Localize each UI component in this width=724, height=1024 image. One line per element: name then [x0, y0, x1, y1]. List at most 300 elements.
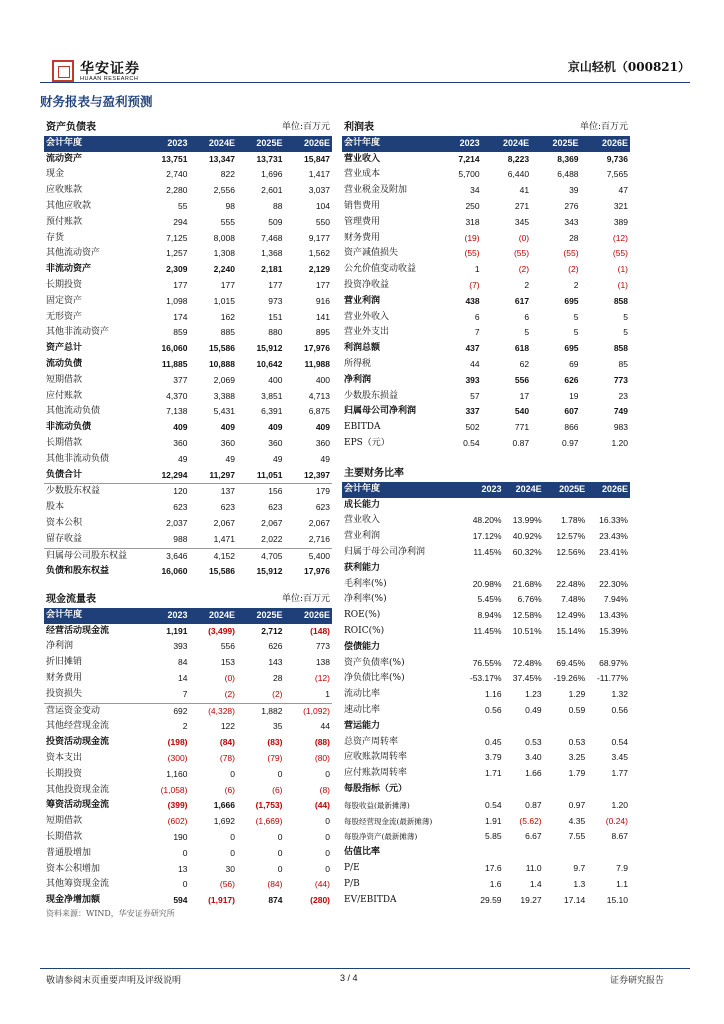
- cell-value: 98: [225, 200, 235, 211]
- cell-value: 22.30%: [599, 578, 628, 589]
- cell-empty: [544, 640, 588, 656]
- financial-ratios-table: [342, 466, 630, 908]
- row-label: 负债合计: [46, 469, 83, 480]
- cell-value: 1.78%: [561, 515, 586, 526]
- cell-value: 7.94%: [603, 594, 628, 605]
- row-label: 每股收益(最新摊薄): [344, 800, 410, 810]
- column-header-label: 会计年度: [342, 136, 440, 152]
- cell-value: 0: [230, 768, 235, 779]
- cell-value: 62: [519, 358, 530, 369]
- cell-value: 360: [173, 437, 188, 448]
- cell-value: 11.0: [525, 862, 542, 873]
- cell-empty: [587, 498, 630, 514]
- row-label: 无形资产: [46, 311, 83, 322]
- cell-empty: [460, 845, 504, 861]
- cell-value: 0: [325, 768, 330, 779]
- row-label: 其他非流动资产: [46, 327, 110, 338]
- cell-value: 5.85: [485, 831, 502, 842]
- cell-empty: [587, 845, 630, 861]
- cell-value: 2,309: [166, 264, 188, 275]
- cell-value: (1,753): [255, 800, 283, 811]
- table-row: [342, 262, 630, 278]
- table-title-row: [44, 120, 332, 136]
- cell-value: 23.41%: [599, 546, 628, 557]
- cell-value: 85: [618, 358, 628, 369]
- cell-value: (55): [513, 248, 530, 259]
- cell-value: 1.91: [485, 815, 502, 826]
- row-label: 应收账款周转率: [344, 752, 408, 763]
- cell-value: 76.55%: [472, 657, 502, 668]
- cell-value: 509: [268, 216, 283, 227]
- row-label: EV/EBITDA: [344, 894, 397, 905]
- cell-value: 393: [173, 641, 188, 652]
- row-label: 所得税: [344, 358, 372, 369]
- cell-value: 39: [569, 185, 579, 196]
- cell-value: 1.66: [525, 768, 542, 779]
- table-row: [44, 310, 332, 326]
- cell-value: 3.79: [485, 752, 502, 763]
- cell-value: 294: [173, 216, 188, 227]
- cell-value: 13.99%: [512, 515, 542, 526]
- cell-value: 3.25: [568, 752, 586, 763]
- row-label: 归属母公司净利润: [344, 406, 417, 417]
- table-row: [44, 436, 332, 452]
- table-header-row: [342, 482, 630, 498]
- cell-value: 23: [618, 390, 628, 401]
- cell-value: 0.54: [611, 736, 628, 747]
- cell-value: 2,067: [308, 517, 330, 528]
- cell-value: 502: [465, 422, 480, 433]
- cell-value: 773: [613, 374, 628, 385]
- cell-value: 345: [514, 216, 530, 227]
- cell-value: 0: [325, 816, 330, 827]
- cell-value: 177: [173, 279, 188, 290]
- cell-value: 2,716: [308, 533, 330, 544]
- cell-value: (198): [167, 737, 188, 748]
- income-statement-table: [342, 120, 630, 452]
- cell-value: 1.32: [611, 689, 628, 700]
- cell-value: 120: [142, 484, 189, 500]
- row-label: 资产减值损失: [344, 248, 399, 259]
- cell-value: 623: [315, 502, 330, 513]
- cell-value: (6): [272, 784, 283, 795]
- cell-value: (8): [319, 784, 330, 795]
- cell-value: 68.97%: [599, 657, 628, 668]
- cell-value: 1,562: [308, 248, 330, 259]
- row-label: ROIC(%): [344, 625, 385, 636]
- row-label: 资产负债率(%): [344, 657, 405, 668]
- table-header-row: [44, 608, 332, 624]
- table-row: [342, 215, 630, 231]
- header-divider: [40, 82, 690, 83]
- cell-value: (0.24): [605, 815, 628, 826]
- cell-value: 4,370: [166, 390, 188, 401]
- cell-value: 177: [268, 279, 283, 290]
- cell-value: -19.26%: [553, 673, 586, 684]
- table-unit: 单位:百万元: [579, 122, 628, 132]
- row-label: 归属母公司股东权益: [44, 548, 142, 564]
- cell-value: 1.3: [573, 878, 586, 889]
- cell-empty: [504, 640, 544, 656]
- cell-value: (19): [464, 232, 480, 243]
- row-label: 估值比率: [344, 847, 381, 858]
- table-title-row: [342, 466, 630, 482]
- cell-value: 1.79: [568, 768, 586, 779]
- cell-value: 19: [569, 390, 579, 401]
- cell-value: 607: [564, 406, 579, 417]
- huaan-logo-icon: [52, 60, 74, 82]
- table-row: [44, 846, 332, 862]
- column-header-year: 2026E: [284, 136, 332, 152]
- row-label: 总资产周转率: [344, 736, 399, 747]
- row-label: 负债和股东权益: [46, 566, 110, 577]
- cell-value: (55): [464, 248, 480, 259]
- cell-value: 343: [564, 216, 579, 227]
- row-label: 偿债能力: [344, 641, 381, 652]
- row-label: 折旧摊销: [46, 657, 83, 668]
- table-row: [44, 262, 332, 278]
- table-row: [44, 389, 332, 405]
- cell-value: 2,240: [213, 264, 235, 275]
- footer-divider: [40, 968, 690, 969]
- cell-value: 1.16: [485, 689, 502, 700]
- cell-value: 69.45%: [556, 657, 586, 668]
- cell-value: 7: [474, 327, 480, 338]
- cell-value: 626: [268, 641, 283, 652]
- cell-value: 1.6: [489, 878, 502, 889]
- cell-value: 15.14%: [556, 625, 586, 636]
- table-row: [44, 719, 332, 735]
- cell-value: 7,565: [606, 169, 628, 180]
- column-header-year: 2024E: [189, 136, 237, 152]
- row-label: 营业利润: [344, 295, 381, 306]
- cell-value: 7: [182, 688, 188, 699]
- cell-value: 1: [474, 264, 480, 275]
- table-row: [342, 420, 630, 436]
- cell-value: 177: [315, 279, 330, 290]
- cell-value: 2,556: [213, 185, 235, 196]
- table-row: [44, 341, 332, 357]
- report-type: 证券研究报告: [609, 976, 664, 986]
- cell-empty: [544, 782, 588, 798]
- cell-value: (44): [314, 879, 330, 890]
- cell-value: 360: [268, 437, 283, 448]
- cell-value: 37.45%: [512, 673, 542, 684]
- row-label: 营业收入: [344, 153, 381, 164]
- cell-value: 2,181: [261, 264, 283, 275]
- row-label: 少数股东权益: [44, 484, 142, 500]
- cell-value: 8,369: [557, 153, 579, 164]
- cell-empty: [460, 719, 504, 735]
- row-label: 公允价值变动收益: [344, 264, 417, 275]
- table-row: [342, 231, 630, 247]
- cell-value: 15.10: [606, 894, 628, 905]
- cell-value: (1,092): [285, 703, 333, 719]
- cell-value: 30: [225, 863, 235, 874]
- cell-value: 1,191: [166, 625, 188, 636]
- table-row: [44, 278, 332, 294]
- cell-value: 1.71: [485, 768, 502, 779]
- cell-value: 6: [524, 311, 530, 322]
- cell-value: 0: [230, 831, 235, 842]
- cell-empty: [587, 782, 630, 798]
- cell-value: 13.43%: [599, 610, 628, 621]
- cell-value: (79): [267, 752, 283, 763]
- cell-value: 0: [277, 863, 283, 874]
- cell-value: 2,069: [213, 374, 235, 385]
- cell-empty: [544, 845, 588, 861]
- cell-value: 15,586: [208, 566, 235, 577]
- cell-value: (148): [310, 625, 330, 636]
- cell-value: 15,586: [208, 343, 235, 354]
- cell-value: 337: [465, 406, 480, 417]
- table-row: [44, 767, 332, 783]
- cell-value: 550: [315, 216, 330, 227]
- table-row: [342, 513, 630, 529]
- table-row: [342, 766, 630, 782]
- cell-value: 28: [273, 672, 283, 683]
- column-header-year: 2025E: [531, 136, 580, 152]
- cell-value: 174: [173, 311, 188, 322]
- cell-value: 3,388: [213, 390, 235, 401]
- cell-value: (280): [310, 895, 330, 906]
- cell-value: 23.43%: [599, 531, 628, 542]
- row-label: 股本: [46, 502, 65, 513]
- cell-value: (78): [219, 752, 235, 763]
- cell-value: 11,297: [209, 469, 235, 480]
- column-header-year: 2026E: [587, 482, 630, 498]
- cell-value: 15,847: [304, 153, 330, 164]
- cell-value: 1,368: [261, 248, 283, 259]
- cell-value: 17.14: [563, 894, 586, 905]
- cell-value: 1,160: [166, 768, 188, 779]
- cell-value: 12,294: [161, 469, 188, 480]
- row-label: 资本支出: [46, 752, 83, 763]
- cell-value: 271: [514, 200, 530, 211]
- cell-value: -11.77%: [596, 673, 628, 684]
- source-note: 资料来源：WIND，华安证券研究所: [46, 909, 175, 918]
- cell-value: 7,138: [166, 406, 188, 417]
- cell-value: 11,051: [256, 469, 283, 480]
- cell-value: 12.58%: [512, 610, 542, 621]
- cell-value: (84): [267, 879, 283, 890]
- cell-empty: [544, 719, 588, 735]
- cell-value: 153: [220, 657, 235, 668]
- table-row: [342, 404, 630, 420]
- cell-value: 12.49%: [556, 610, 586, 621]
- cell-value: 0.54: [463, 437, 480, 448]
- table-row: [44, 671, 332, 687]
- cell-value: 72.48%: [512, 657, 542, 668]
- row-label: 其他非流动负债: [46, 453, 110, 464]
- cell-value: 0.87: [525, 799, 542, 810]
- cell-value: 409: [220, 422, 235, 433]
- cell-value: 2,712: [261, 625, 283, 636]
- cell-value: 10,888: [208, 358, 235, 369]
- row-label: 流动比率: [344, 689, 381, 700]
- cell-value: 389: [613, 216, 628, 227]
- table-row: [44, 735, 332, 751]
- cell-value: 988: [173, 533, 188, 544]
- row-label: 留存收益: [46, 533, 83, 544]
- row-label: 投资净收益: [344, 279, 390, 290]
- row-label: 其他流动资产: [46, 248, 101, 259]
- cell-value: 7,214: [458, 153, 480, 164]
- cell-value: 1.23: [525, 689, 542, 700]
- cell-value: 8,008: [213, 232, 235, 243]
- cell-value: 5,700: [458, 169, 480, 180]
- cell-value: 11,885: [161, 358, 188, 369]
- column-header-year: 2025E: [237, 136, 285, 152]
- table-row: [44, 655, 332, 671]
- cell-value: 617: [514, 295, 530, 306]
- row-label: 营业外支出: [344, 327, 390, 338]
- cell-value: (300): [167, 752, 188, 763]
- column-header-year: 2023: [460, 482, 504, 498]
- table-row: [44, 624, 332, 640]
- table-row: [44, 703, 332, 719]
- cell-value: 4.35: [568, 815, 586, 826]
- cell-value: 4,152: [189, 548, 237, 564]
- cell-value: 3.40: [525, 752, 542, 763]
- cell-value: 13: [178, 863, 188, 874]
- cell-value: (7): [469, 279, 480, 290]
- column-header-label: 会计年度: [44, 608, 142, 624]
- row-label: 财务费用: [46, 672, 83, 683]
- table-title: 利润表: [344, 122, 374, 133]
- table-header-row: [342, 136, 630, 152]
- column-header-year: 2024E: [190, 608, 238, 624]
- cell-empty: [504, 498, 544, 514]
- cell-value: 151: [268, 311, 283, 322]
- row-label: 营运资金变动: [44, 703, 142, 719]
- cell-empty: [587, 719, 630, 735]
- cell-value: 5,431: [213, 406, 235, 417]
- row-label: 其他筹资现金流: [46, 879, 110, 890]
- column-header-year: 2026E: [581, 136, 630, 152]
- row-label: 资产总计: [46, 343, 83, 354]
- cell-value: 695: [564, 343, 579, 354]
- cell-value: 0.97: [561, 437, 579, 448]
- cell-value: 5: [573, 311, 579, 322]
- table-row: [44, 751, 332, 767]
- cell-value: 0: [182, 847, 188, 858]
- row-label: 流动资产: [46, 153, 83, 164]
- cell-value: 692: [142, 703, 190, 719]
- logo-text: 华安证券: [80, 61, 140, 77]
- table-row: [44, 452, 332, 468]
- cell-value: 190: [173, 831, 188, 842]
- cell-value: 1.77: [611, 768, 628, 779]
- row-label: EPS（元）: [344, 437, 390, 448]
- cell-value: 143: [268, 657, 283, 668]
- row-label: 速动比率: [344, 704, 381, 715]
- table-unit: 单位:百万元: [281, 122, 330, 132]
- row-label: 资本公积: [46, 517, 83, 528]
- cell-value: 556: [220, 641, 235, 652]
- cell-value: 749: [613, 406, 628, 417]
- row-label: 投资损失: [46, 688, 83, 699]
- row-label: 净利润: [344, 374, 372, 385]
- row-label: 其他流动负债: [46, 406, 101, 417]
- cell-value: (2): [224, 688, 235, 699]
- cell-value: 48.20%: [472, 515, 502, 526]
- row-label: 其他投资现金流: [46, 784, 110, 795]
- cell-empty: [504, 719, 544, 735]
- table-row: [44, 893, 332, 909]
- cell-value: 0.49: [525, 704, 542, 715]
- row-label: 短期借款: [46, 816, 83, 827]
- cell-value: 623: [220, 502, 235, 513]
- cell-value: 11.45%: [473, 546, 502, 557]
- table-row: [342, 294, 630, 310]
- cell-value: 866: [564, 422, 579, 433]
- table-row: [342, 671, 630, 687]
- cell-value: 141: [315, 311, 330, 322]
- column-header-year: 2024E: [482, 136, 531, 152]
- cell-value: 15.39%: [599, 625, 628, 636]
- column-header-label: 会计年度: [44, 136, 142, 152]
- cell-value: 17,976: [304, 566, 330, 577]
- cell-value: 14: [178, 672, 188, 683]
- cell-value: 13,751: [161, 153, 188, 164]
- cell-value: 822: [220, 169, 235, 180]
- cell-value: 0.56: [611, 704, 628, 715]
- cell-value: 12.56%: [556, 546, 586, 557]
- row-label: 获利能力: [344, 562, 381, 573]
- cell-value: 618: [514, 343, 530, 354]
- row-label: 普通股增加: [46, 847, 92, 858]
- cell-value: 60.32%: [512, 546, 542, 557]
- cell-value: 7,468: [261, 232, 283, 243]
- cell-value: (56): [219, 879, 235, 890]
- row-label: 长期投资: [46, 768, 83, 779]
- table-row: [44, 500, 332, 516]
- table-row: [44, 325, 332, 341]
- cell-value: 409: [315, 422, 330, 433]
- table-row: [342, 893, 630, 909]
- cell-value: 321: [613, 200, 628, 211]
- cell-value: 9,177: [308, 232, 330, 243]
- row-label: P/E: [344, 862, 360, 873]
- cell-value: (399): [167, 800, 188, 811]
- cell-value: 6,488: [557, 169, 579, 180]
- table-row: [342, 719, 630, 735]
- cell-value: (3,499): [208, 625, 235, 636]
- cell-value: 858: [613, 343, 628, 354]
- cell-value: 555: [220, 216, 235, 227]
- cell-value: 1,696: [261, 169, 283, 180]
- cell-value: 540: [514, 406, 530, 417]
- cell-value: 2: [524, 279, 530, 290]
- table-row: [44, 231, 332, 247]
- cell-value: (12): [612, 232, 628, 243]
- table-row: [342, 592, 630, 608]
- table-title: 现金流量表: [46, 594, 96, 605]
- row-label: 资本公积增加: [46, 863, 101, 874]
- table-row: [342, 246, 630, 262]
- cell-value: 49: [177, 453, 188, 464]
- table-row: [342, 640, 630, 656]
- cell-value: (12): [314, 672, 330, 683]
- table-row: [44, 830, 332, 846]
- cell-value: 137: [189, 484, 237, 500]
- cell-value: 122: [220, 721, 235, 732]
- page-number: 3 / 4: [340, 973, 358, 983]
- row-label: 净负债比率(%): [344, 673, 405, 684]
- cell-value: 916: [315, 295, 330, 306]
- table-row: [342, 750, 630, 766]
